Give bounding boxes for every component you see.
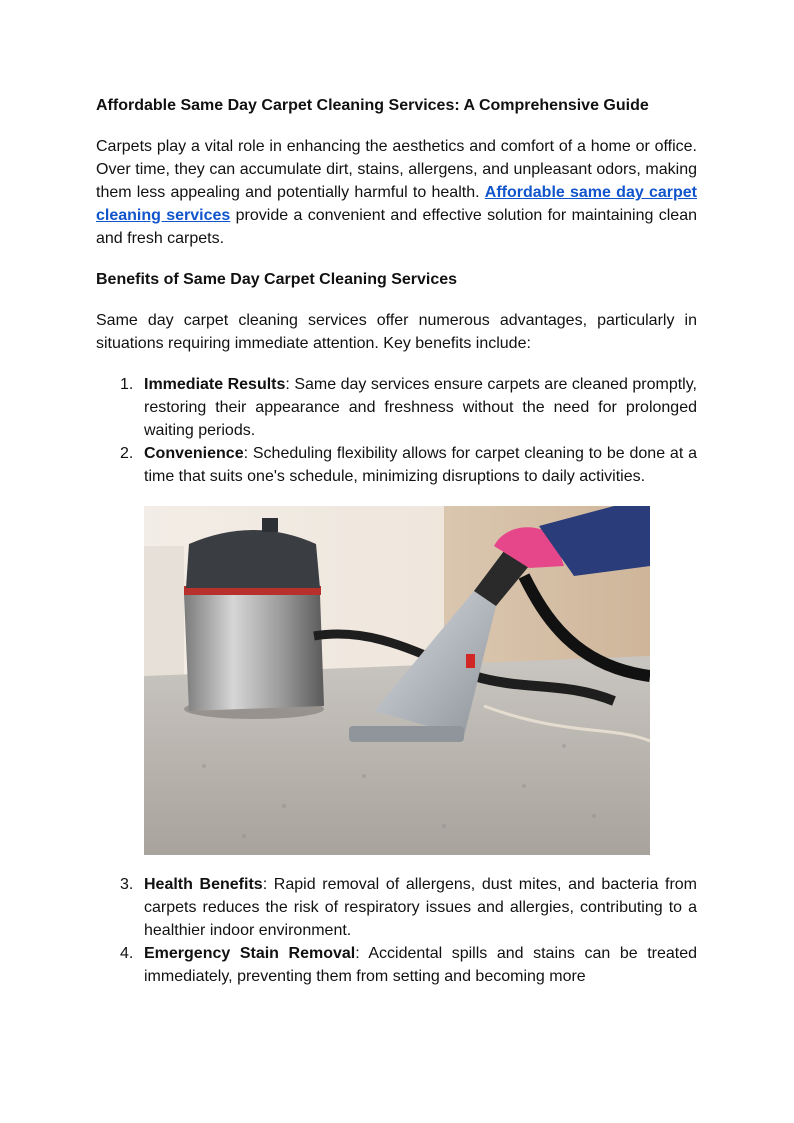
services-link[interactable]: Affordable same day carpet cleaning services <box>96 184 697 224</box>
list-text: : Rapid removal of allergens, dust mites, and bacteria from carpets reduces the risk of respiratory issues and allergies, contributing to a healthier indoor environment. <box>144 876 697 939</box>
intro-paragraph <box>96 135 697 250</box>
page-title: Affordable Same Day Carpet Cleaning Services: A Comprehensive Guide <box>96 97 649 114</box>
list-item <box>96 873 697 942</box>
intro-text-end: provide a convenient and effective solution for maintaining clean and fresh carpets. <box>96 207 697 247</box>
section-heading: Benefits of Same Day Carpet Cleaning Services <box>96 271 458 288</box>
section-paragraph: Same day carpet cleaning services offer numerous advantages, particularly in situations requiring immediate attention. Key benefits include: <box>96 312 697 352</box>
list-number: 3. <box>120 876 134 893</box>
list-term: Health Benefits <box>144 876 263 893</box>
benefits-list-continued <box>96 873 697 988</box>
intro-text: Carpets play a vital role in enhancing the aesthetics and comfort of a home or office. Over time, they can accumulate dirt, stains, allergens, and unpleasant odors, making them less appealing and potentially harmful to health. <box>96 138 697 201</box>
list-term: Convenience <box>144 445 244 462</box>
list-term: Emergency Stain Removal <box>144 945 356 962</box>
list-term: Immediate Results <box>144 376 286 393</box>
list-text: : Accidental spills and stains can be treated immediately, preventing them from setting and becoming more <box>144 945 698 985</box>
carpet-cleaning-photo <box>144 506 650 855</box>
list-number: 1. <box>120 376 134 393</box>
benefits-list <box>96 373 697 488</box>
list-item <box>96 942 697 988</box>
list-item <box>96 373 697 442</box>
list-text: : Scheduling flexibility allows for carpet cleaning to be done at a time that suits one's schedule, minimizing disruptions to daily activities. <box>144 445 697 485</box>
list-text: : Same day services ensure carpets are cleaned promptly, restoring their appearance and freshness without the need for prolonged waiting periods. <box>144 376 697 439</box>
list-number: 2. <box>120 445 134 462</box>
document-page <box>96 94 697 988</box>
list-number: 4. <box>120 945 134 962</box>
list-item <box>96 442 697 488</box>
